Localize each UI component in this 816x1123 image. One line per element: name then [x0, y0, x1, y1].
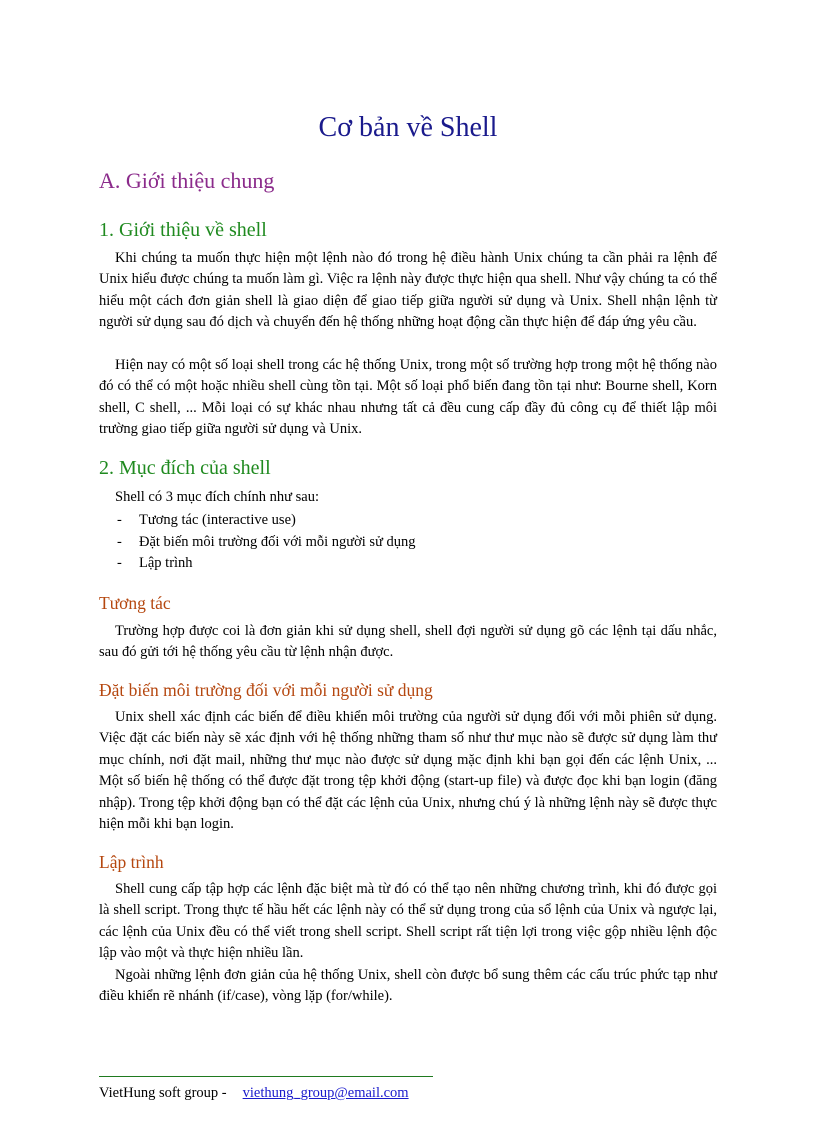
list-dash: - [117, 533, 122, 550]
footer-divider [99, 1076, 433, 1077]
heading-env-vars: Đặt biến môi trường đối với mỗi người sử dụng [99, 680, 433, 700]
page-title: Cơ bản về Shell [318, 112, 498, 143]
list-item [99, 553, 717, 575]
footer-text: VietHung soft group - [99, 1085, 227, 1101]
list-item-text: Lập trình [139, 555, 193, 572]
paragraph-interactive: Trường hợp được coi là đơn giản khi sử dụng shell, shell đợi người sử dụng gõ các lệnh tại dấu nhắc, sau đó gửi tới hệ thống yêu cầu từ lệnh nhận được. [99, 623, 717, 661]
paragraph-intro-1: Khi chúng ta muốn thực hiện một lệnh nào đó trong hệ điều hành Unix chúng ta cần phải ra lệnh để Unix hiểu được chúng ta muốn làm gì. Việc ra lệnh này được thực hiện qua shell. Như vậy chúng ta có thể hiểu một cách đơn giản shell là giao diện để giao tiếp giữa người sử dụng và Unix. Shell nhận lệnh từ người sử dụng sau đó dịch và chuyển đến hệ thống những hoạt động cần thực hiện để đáp ứng yêu cầu. [99, 250, 717, 331]
list-item-text: Tương tác (interactive use) [139, 512, 296, 528]
paragraph-programming-1: Shell cung cấp tập hợp các lệnh đặc biệt mà từ đó có thể tạo nên những chương trình, khi đó được gọi là shell script. Trong thực tế hầu hết các lệnh này có thể sử dụng trong của sổ lệnh của Unix và ngược lại, các lệnh của Unix đều có thể viết trong shell script. Shell script rất tiện lợi trong việc gộp nhiều lệnh độc lập vào một và thực hiện nhiều lần. [99, 881, 717, 962]
paragraph-intro-2: Hiện nay có một số loại shell trong các hệ thống Unix, trong một số trường hợp trong một hệ thống nào đó có thể có một hoặc nhiều shell cùng tồn tại. Một số loại phổ biến đang tồn tại như: Bourne shell, Korn shell, C shell, ... Mỗi loại có sự khác nhau nhưng tất cả đều cung cấp đầy đủ công cụ để thiết lập môi trường giao tiếp giữa người sử dụng và Unix. [99, 357, 717, 438]
list-item-text: Đặt biến môi trường đối với mỗi người sử dụng [139, 533, 416, 550]
paragraph-programming-2: Ngoài những lệnh đơn giản của hệ thống Unix, shell còn được bổ sung thêm các cấu trúc phức tạp như điều khiển rẽ nhánh (if/case), vòng lặp (for/while). [99, 967, 717, 1005]
list-dash: - [117, 555, 122, 572]
purpose-intro: Shell có 3 mục đích chính như sau: [115, 489, 319, 505]
purpose-list [99, 510, 717, 575]
paragraph-env-vars: Unix shell xác định các biến để điều khiển môi trường của người sử dụng đối với mỗi phiên sử dụng. Việc đặt các biến này sẽ xác định với hệ thống những tham số như thư mục nào sẽ được sử dụng làm thư mục chính, nơi đặt mail, những thư mục nào được sử dụng mặc định khi bạn gọi đến các lệnh Unix, ... Một số biến hệ thống có thể được đặt trong tệp khởi động (start-up file) và được đọc khi bạn login (đăng nhập). Trong tệp khởi động bạn có thể đặt các lệnh của Unix, nhưng chú ý là những lệnh này sẽ được thực hiện mỗi khi bạn login. [99, 709, 717, 833]
heading-shell-purpose: 2. Mục đích của shell [99, 457, 271, 479]
list-item [99, 532, 717, 554]
heading-interactive: Tương tác [99, 593, 171, 613]
heading-programming: Lập trình [99, 852, 164, 872]
footer-email-link[interactable]: viethung_group@email.com [242, 1085, 409, 1101]
footer [99, 1085, 409, 1102]
section-a-heading: A. Giới thiệu chung [99, 168, 275, 193]
heading-intro-shell: 1. Giới thiệu về shell [99, 219, 267, 241]
list-item [99, 510, 717, 532]
list-dash: - [117, 512, 122, 528]
